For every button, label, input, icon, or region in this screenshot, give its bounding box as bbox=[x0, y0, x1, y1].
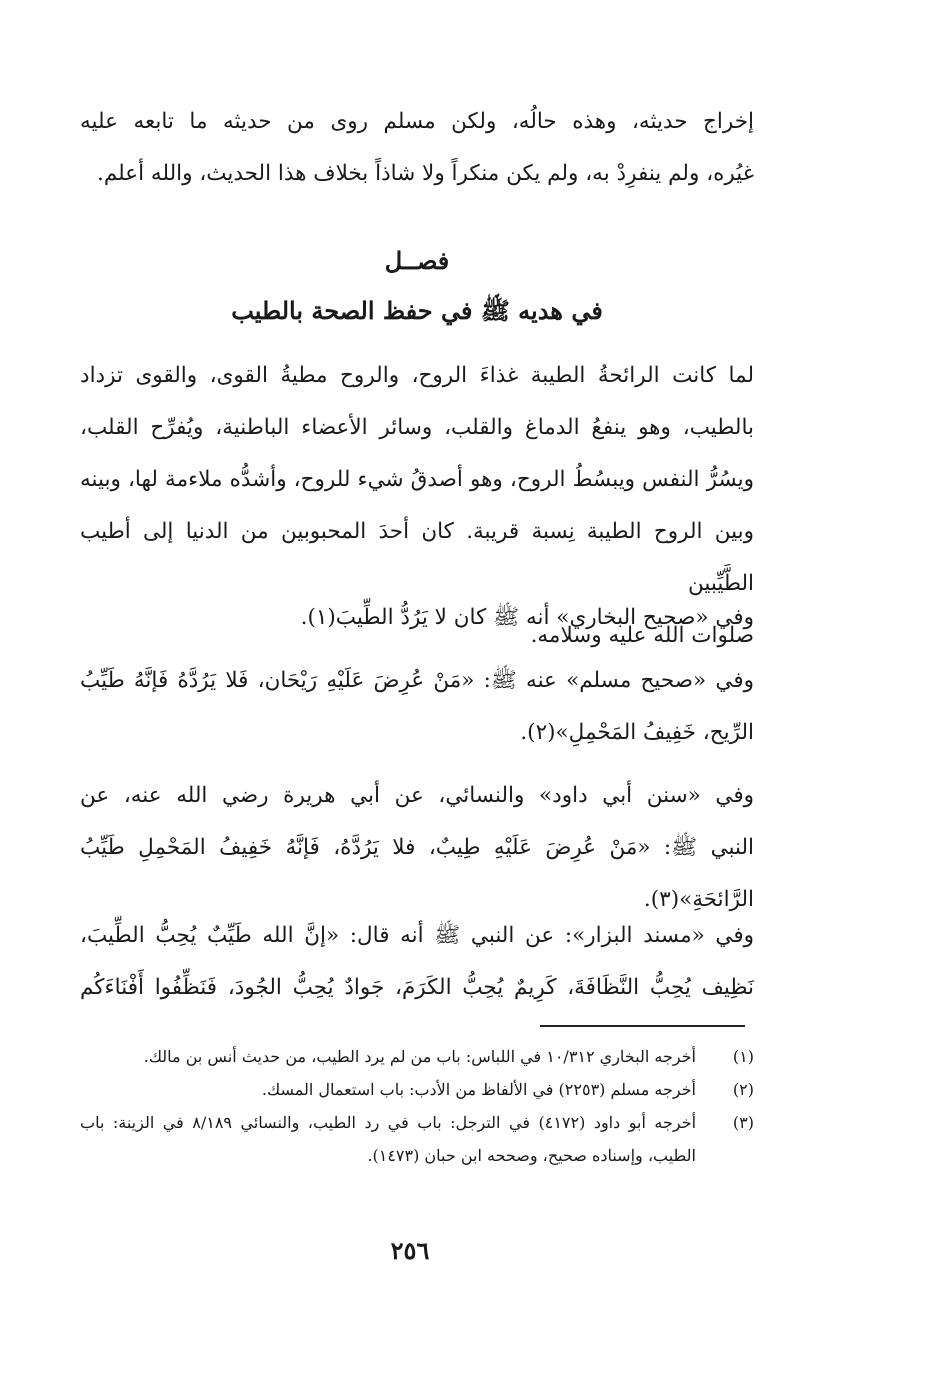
footnotes bbox=[80, 1040, 754, 1172]
page-number: ٢٥٦ bbox=[390, 1236, 430, 1265]
footnote-text: أخرجه مسلم (٢٢٥٣) في الألفاظ من الأدب: باب استعمال المسك. bbox=[261, 1080, 696, 1099]
paragraph-abudawud bbox=[80, 770, 754, 926]
footnote bbox=[80, 1073, 754, 1106]
paragraph-muslim bbox=[80, 655, 754, 759]
footnote-text: أخرجه أبو داود (٤١٧٢) في الترجل: باب في رد الطيب، والنسائي ٨/١٨٩ في الزينة: باب الطيب، وإسناده صحيح، وصححه ابن حبان (١٤٧٣). bbox=[80, 1113, 697, 1165]
text-line: ويسُرُّ النفس ويبسُطُ الروح، وهو أصدقُ شيء للروح، وأشدُّه ملاءمة لها، وبينه bbox=[80, 467, 754, 492]
text-line: وفي «صحيح مسلم» عنه ﷺ: «مَنْ عُرِضَ عَلَيْهِ رَيْحَان، فَلا يَرُدَّهُ فَإنَّهُ طَيِّبُ bbox=[80, 668, 754, 693]
text-line: بالطيب، وهو ينفعُ الدماغ والقلب، وسائر الأعضاء الباطنية، ويُفرِّح القلب، bbox=[80, 415, 754, 440]
paragraph-bukhari bbox=[80, 592, 754, 644]
text-line: الرَّائحَةِ»(٣). bbox=[643, 887, 754, 912]
footnote-number: (١) bbox=[732, 1047, 754, 1066]
text-line: وفي «مسند البزار»: عن النبي ﷺ أنه قال: «إنَّ الله طَيِّبٌ يُحِبُّ الطِّيبَ، bbox=[80, 923, 754, 948]
section-subtitle: في هديه ﷺ في حفظ الصحة بالطيب bbox=[231, 296, 603, 325]
footnote-divider bbox=[540, 1025, 745, 1027]
section-title: فصــل bbox=[384, 246, 450, 275]
section-heading bbox=[80, 236, 754, 336]
text-line: غيُره، ولم ينفرِدْ به، ولم يكن منكراً ولا شاذاً بخلاف هذا الحديث، والله أعلم. bbox=[97, 161, 754, 186]
text-line: وفي «صحيح البخاري» أنه ﷺ كان لا يَرُدُّ الطِّيبَ(١). bbox=[300, 605, 754, 630]
text-line: وفي «سنن أبي داود» والنسائي، عن أبي هريرة رضي الله عنه، عن bbox=[80, 783, 754, 808]
footnote-text: أخرجه البخاري ١٠/٣١٢ في اللباس: باب من لم يرد الطيب، من حديث أنس بن مالك. bbox=[143, 1047, 696, 1066]
paragraph-bazzar bbox=[80, 910, 754, 1014]
text-line: إخراج حديثه، وهذه حالُه، ولكن مسلم روى من حديثه ما تابعه عليه bbox=[80, 109, 754, 134]
text-line: الرِّيح، خَفِيفُ المَحْمِلِ»(٢). bbox=[520, 720, 754, 745]
text-line: لما كانت الرائحةُ الطيبة غذاءَ الروح، والروح مطيةُ القوى، والقوى تزداد bbox=[80, 363, 754, 388]
footnote bbox=[80, 1106, 754, 1172]
footnote-number: (٣) bbox=[732, 1113, 754, 1132]
top-paragraph bbox=[80, 96, 754, 200]
text-line: نَظِيف يُحِبُّ النَّظَافَةَ، كَرِيمٌ يُحِبُّ الكَرَمَ، جَوادٌ يُحِبُّ الجُودَ، فَنَظِّفُوا أَفْنَاءَكُم bbox=[80, 975, 754, 1000]
footnote bbox=[80, 1040, 754, 1073]
footnote-number: (٢) bbox=[732, 1080, 754, 1099]
text-line: صلوات الله عليه وسلامه. bbox=[530, 623, 754, 648]
text-line: وبين الروح الطيبة نِسبة قريبة. كان أحدَ المحبوبين من الدنيا إلى أطيب الطَّيِّبين bbox=[80, 519, 755, 596]
text-line: النبي ﷺ: «مَنْ عُرِضَ عَلَيْهِ طِيبٌ، فلا يَرُدَّهُ، فَإنَّهُ خَفِيفُ المَحْمِلِ طَيِّبُ bbox=[80, 835, 754, 860]
